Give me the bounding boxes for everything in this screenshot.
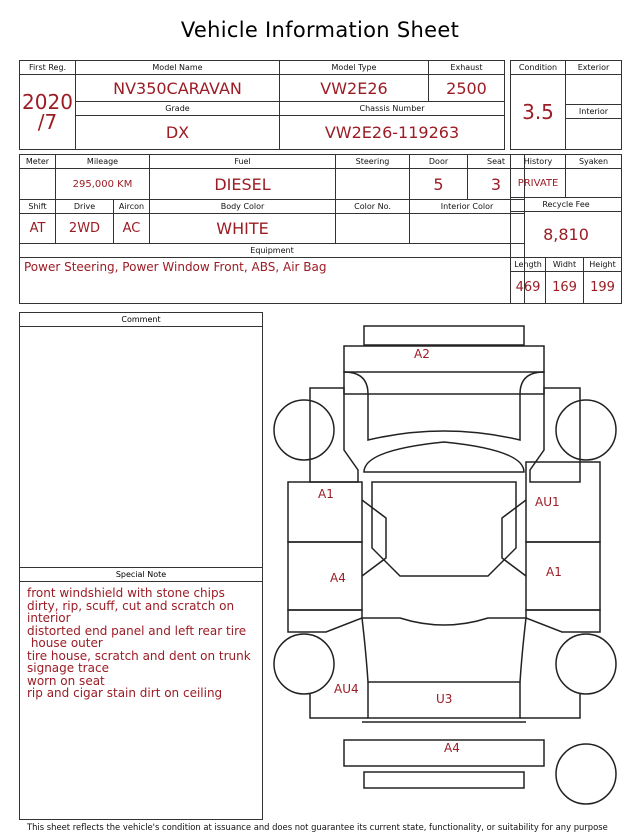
body-color-label: Body Color: [150, 200, 336, 214]
special-note-list: [20, 582, 262, 705]
first-reg-label: First Reg.: [20, 61, 76, 75]
drive-label: Drive: [56, 200, 114, 214]
windshield-outline: [368, 394, 520, 440]
steering-value: [336, 169, 410, 200]
meter-label: Meter: [20, 155, 56, 169]
exterior-label: Exterior: [566, 61, 622, 75]
rear-step-outline: [364, 772, 524, 788]
main-info-table: [19, 60, 505, 150]
grade-label: Grade: [76, 102, 280, 116]
history-value: PRIVATE: [511, 169, 566, 198]
shift: AT: [20, 214, 56, 244]
syaken-label: Syaken: [566, 155, 622, 169]
left-pillar-outline: [362, 500, 386, 576]
left-rear-panel-outline: [288, 542, 362, 610]
special-note-line: signage trace: [27, 661, 109, 675]
comment-label: Comment: [20, 313, 262, 327]
right-rear-fender: [526, 610, 600, 632]
first-reg-year: 2020: [22, 90, 73, 114]
color-no-value: [336, 214, 410, 244]
condition-label: Condition: [511, 61, 566, 75]
door-label: Door: [410, 155, 468, 169]
special-note-line: worn on seat: [27, 673, 105, 688]
width-label: Widht: [546, 258, 584, 272]
special-note-line: tire house, scratch and dent on trunk: [27, 648, 251, 663]
front-right-wheel-outline: [556, 400, 616, 460]
history-table: [510, 154, 622, 304]
front-bumper-outline: [364, 326, 524, 345]
door: 5: [410, 169, 468, 200]
special-note-line: dirty, rip, scuff, cut and scratch on: [27, 598, 235, 613]
drive: 2WD: [56, 214, 114, 244]
seat: 3: [468, 169, 525, 200]
rear-right-body-line: [520, 694, 580, 718]
page-title: Vehicle Information Sheet: [180, 18, 460, 42]
special-note-line: interior: [27, 611, 71, 625]
specs-table: [19, 154, 525, 304]
color-no-label: Color No.: [336, 200, 410, 214]
body-color: WHITE: [150, 214, 336, 244]
equipment: Power Steering, Power Window Front, ABS, Air Bag: [20, 258, 525, 304]
rear-left-wheel-outline: [274, 634, 334, 694]
interior-value: [566, 119, 622, 150]
front-left-wheel-outline: [274, 400, 334, 460]
fuel: DIESEL: [150, 169, 336, 200]
damage-code: A1: [546, 565, 562, 579]
shift-label: Shift: [20, 200, 56, 214]
front-left-corner: [344, 372, 368, 394]
damage-code: A4: [330, 571, 346, 585]
chassis-label: Chassis Number: [280, 102, 505, 116]
special-note-box: [19, 567, 263, 820]
roof-outline: [372, 482, 516, 576]
comment-box: [19, 312, 263, 568]
interior-label: Interior: [566, 105, 622, 119]
interior-color-label: Interior Color: [410, 200, 525, 214]
damage-code: U3: [436, 692, 453, 706]
mileage: 295,000 KM: [56, 169, 150, 200]
rear-right-wheel-outline: [556, 634, 616, 694]
length: 469: [511, 272, 546, 304]
rear-window-outline: [362, 618, 526, 682]
grade: DX: [76, 116, 280, 150]
aircon: AC: [114, 214, 150, 244]
aircon-label: Aircon: [114, 200, 150, 214]
right-rear-panel-outline: [526, 542, 600, 610]
front-panel-outline: [344, 346, 544, 372]
fuel-label: Fuel: [150, 155, 336, 169]
mileage-label: Mileage: [56, 155, 150, 169]
special-note-label: Special Note: [20, 568, 262, 582]
length-label: Length: [511, 258, 546, 272]
recycle-label: Recycle Fee: [511, 198, 622, 212]
special-note-line: house outer: [27, 636, 103, 650]
syaken-value: [566, 169, 622, 198]
model-type: VW2E26: [280, 75, 429, 102]
condition-table: [510, 60, 622, 150]
damage-code: A1: [318, 487, 334, 501]
width: 169: [546, 272, 584, 304]
cabin-roof-front: [364, 442, 524, 472]
equipment-label: Equipment: [20, 244, 525, 258]
right-pillar-outline: [502, 500, 526, 576]
special-note-line: rip and cigar stain dirt on ceiling: [27, 686, 223, 700]
history-label: History: [511, 155, 566, 169]
height-label: Height: [584, 258, 622, 272]
spare-wheel-outline: [556, 744, 616, 804]
model-name-label: Model Name: [76, 61, 280, 75]
special-note-line: front windshield with stone chips: [27, 586, 225, 600]
first-reg-month: /7: [37, 110, 58, 134]
interior-color-value: [410, 214, 525, 244]
rear-left-body-line: [310, 694, 368, 718]
steering-label: Steering: [336, 155, 410, 169]
condition-score: 3.5: [511, 75, 566, 150]
right-front-fender: [530, 388, 580, 482]
exterior-value: [566, 75, 622, 105]
exhaust-label: Exhaust: [429, 61, 505, 75]
damage-code: A4: [444, 741, 460, 755]
damage-code: AU1: [535, 495, 560, 509]
recycle-fee: 8,810: [511, 212, 622, 258]
meter-value: [20, 169, 56, 200]
first-reg-value: [20, 75, 76, 150]
special-note-line: distorted end panel and left rear tire: [27, 623, 247, 638]
front-right-corner: [520, 372, 544, 394]
exhaust: 2500: [429, 75, 505, 102]
damage-code: AU4: [334, 682, 359, 696]
disclaimer-footer: This sheet reflects the vehicle's condition at issuance and does not guarantee its current state, functionality, or suitability for any purpose: [27, 822, 608, 832]
vehicle-damage-diagram: [268, 322, 620, 818]
damage-code: A2: [414, 347, 430, 361]
model-type-label: Model Type: [280, 61, 429, 75]
chassis: VW2E26-119263: [280, 116, 505, 150]
height: 199: [584, 272, 622, 304]
left-rear-fender: [288, 610, 362, 632]
seat-label: Seat: [468, 155, 525, 169]
model-name: NV350CARAVAN: [76, 75, 280, 102]
